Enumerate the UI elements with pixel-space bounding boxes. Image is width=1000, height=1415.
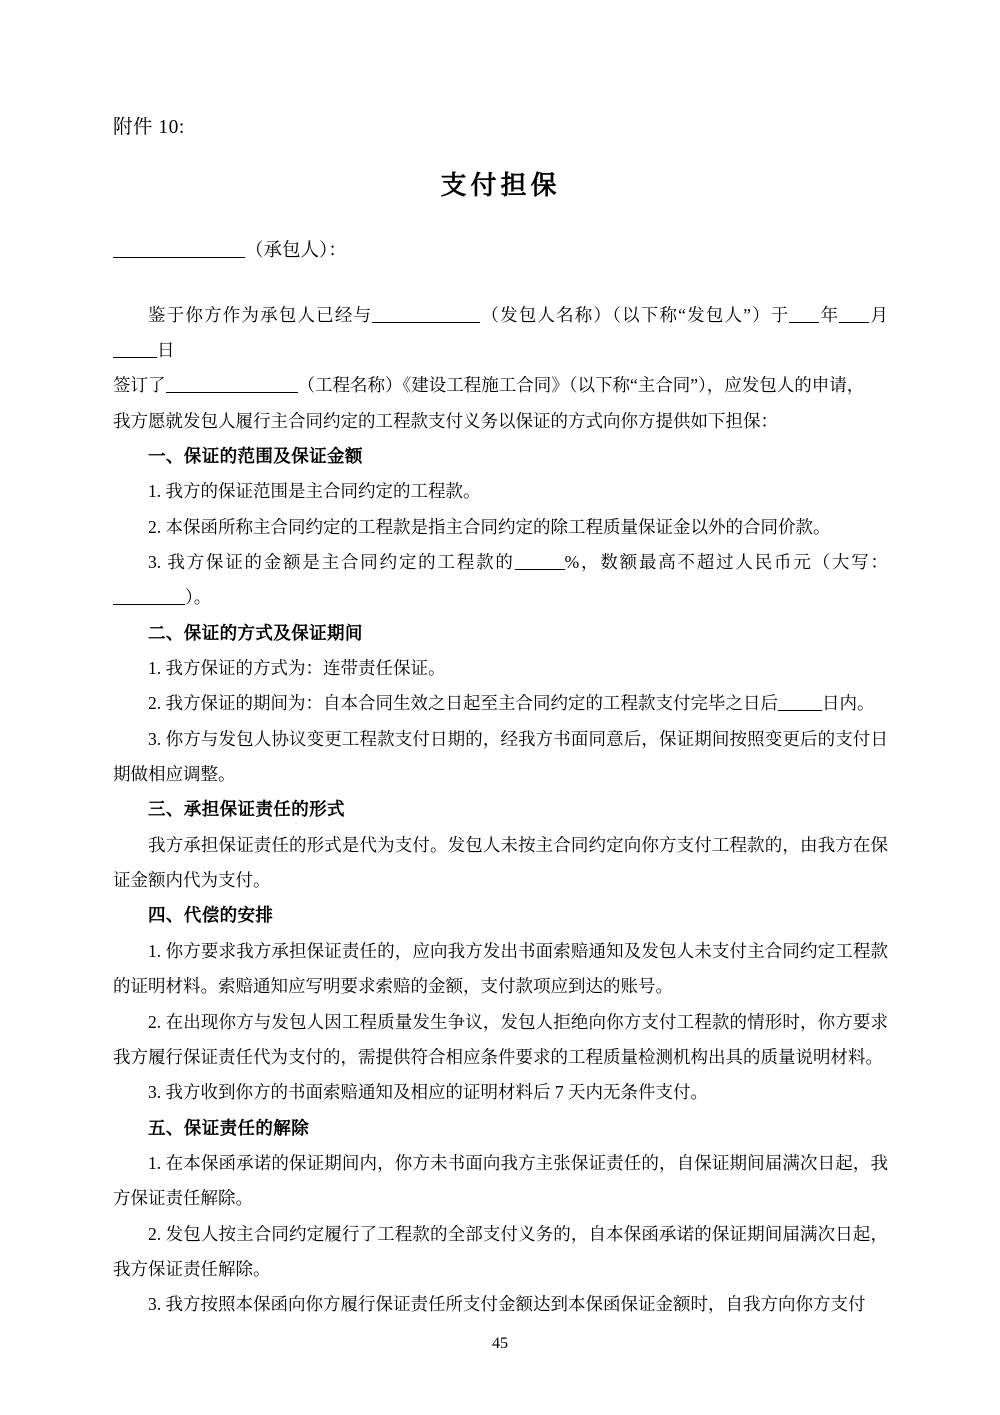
page-number: 45 — [492, 1335, 508, 1352]
amount-words-blank — [113, 587, 185, 606]
intro-text-d: 月 — [869, 304, 889, 325]
item-text-b: %，数额最高不超过人民币元（大写： — [564, 552, 889, 573]
item-number: 1. — [148, 940, 162, 961]
section-2-item-3 — [113, 722, 888, 793]
section-4-item-3 — [113, 1075, 888, 1110]
section-2-item-1 — [113, 651, 888, 686]
section-3-item-1: 我方承担保证责任的形式是代为支付。发包人未按主合同约定向你方支付工程款的，由我方在保证金额内代为支付。 — [113, 834, 888, 891]
intro-text-b: （发包人名称）（以下称“发包人”）于 — [480, 304, 790, 325]
section-heading-5: 五、保证责任的解除 — [148, 1117, 310, 1138]
section-4-item-1 — [113, 934, 888, 1005]
item-text: 我方的保证范围是主合同约定的工程款。 — [165, 481, 481, 502]
item-text-a: 我方保证的金额是主合同约定的工程款的 — [167, 552, 515, 573]
section-1-item-2 — [113, 510, 888, 545]
intro-text-line2b: （工程名称）《建设工程施工合同》（以下称“主合同”），应发包人的申请， — [297, 375, 865, 396]
item-number: 2. — [148, 693, 162, 714]
item-text-c: ）。 — [185, 587, 212, 608]
section-heading-3: 三、承担保证责任的形式 — [148, 799, 345, 820]
item-number: 1. — [148, 481, 162, 502]
section-1-item-1 — [113, 474, 888, 509]
project-name-blank — [166, 375, 298, 394]
item-text: 本保函所称主合同约定的工程款是指主合同约定的除工程质量保证金以外的合同价款。 — [165, 516, 831, 537]
item-text: 我方按照本保函向你方履行保证责任所支付金额达到本保函保证金额时，自我方向你方支付 — [165, 1294, 866, 1315]
employer-name-blank — [372, 304, 480, 323]
item-text-a: 我方保证的期间为：自本合同生效之日起至主合同约定的工程款支付完毕之日后 — [165, 693, 778, 714]
days-blank — [778, 693, 822, 712]
page-title: 支付担保 — [440, 170, 561, 201]
document-content — [113, 112, 888, 1323]
section-heading-1: 一、保证的范围及保证金额 — [148, 446, 363, 466]
item-text: 我方保证的方式为：连带责任保证。 — [165, 658, 446, 679]
year-blank — [789, 304, 819, 323]
intro-text-e: 日 — [157, 339, 175, 360]
section-heading-2: 二、保证的方式及保证期间 — [148, 622, 363, 643]
item-text: 发包人按主合同约定履行了工程款的全部支付义务的，自本保函承诺的保证期间届满次日起，我方保证责任解除。 — [113, 1223, 888, 1279]
addressee-blank — [113, 239, 245, 259]
intro-paragraph-line1 — [113, 298, 888, 369]
intro-text-c: 年 — [819, 304, 840, 325]
item-number: 1. — [148, 1152, 162, 1173]
intro-paragraph-line3: 我方愿就发包人履行主合同约定的工程款支付义务以保证的方式向你方提供如下担保： — [113, 410, 778, 431]
section-5-item-3 — [113, 1287, 888, 1322]
item-text: 你方要求我方承担保证责任的，应向我方发出书面索赔通知及发包人未支付主合同约定工程款的证明材料。索赔通知应写明要求索赔的金额，支付款项应到达的账号。 — [113, 940, 888, 997]
day-blank — [113, 339, 157, 358]
item-number: 2. — [148, 1011, 162, 1032]
section-5-item-1 — [113, 1146, 888, 1217]
percentage-blank — [515, 552, 565, 571]
intro-text-a: 鉴于你方作为承包人已经与 — [148, 304, 373, 325]
item-number: 3. — [148, 1082, 162, 1103]
section-4-item-2 — [113, 1005, 888, 1076]
addressee-line — [113, 236, 888, 267]
item-text: 在本保函承诺的保证期间内，你方未书面向我方主张保证责任的，自保证期间届满次日起，我方保证责任解除。 — [113, 1152, 888, 1209]
item-number: 3. — [148, 1294, 162, 1315]
item-number: 3. — [148, 728, 162, 749]
section-5-item-2 — [113, 1217, 888, 1288]
intro-text-line2a: 签订了 — [113, 375, 166, 396]
item-number: 3. — [148, 552, 162, 573]
addressee-suffix: （承包人）： — [245, 241, 347, 262]
item-number: 2. — [148, 516, 162, 537]
item-number: 2. — [148, 1223, 162, 1244]
attachment-label: 附件 10: — [113, 117, 185, 138]
item-text: 你方与发包人协议变更工程款支付日期的，经我方书面同意后，保证期间按照变更后的支付日期做相应调整。 — [113, 728, 888, 785]
item-number: 1. — [148, 658, 162, 679]
section-1-item-3 — [113, 545, 888, 616]
month-blank — [839, 304, 869, 323]
section-2-item-2 — [113, 686, 888, 721]
item-text-b: 日内。 — [822, 693, 875, 714]
item-text: 我方收到你方的书面索赔通知及相应的证明材料后 7 天内无条件支付。 — [165, 1082, 708, 1103]
section-heading-4: 四、代偿的安排 — [148, 905, 274, 926]
item-text: 在出现你方与发包人因工程质量发生争议，发包人拒绝向你方支付工程款的情形时，你方要求我方履行保证责任代为支付的，需提供符合相应条件要求的工程质量检测机构出具的质量说明材料。 — [113, 1011, 888, 1067]
intro-paragraph-line2 — [113, 368, 888, 403]
